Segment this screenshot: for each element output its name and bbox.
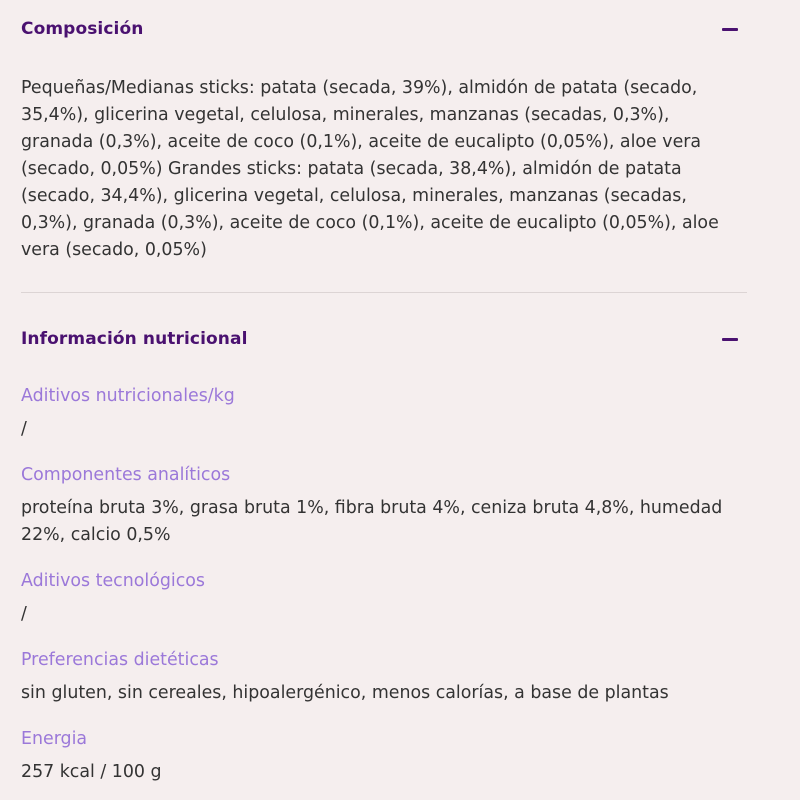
composition-title: Composición	[21, 19, 144, 39]
nutritional-additives-label: Aditivos nutricionales/kg	[21, 386, 235, 406]
energy-value: 257 kcal / 100 g	[21, 762, 162, 782]
analytical-components-label: Componentes analíticos	[21, 465, 231, 485]
dietary-preferences-label: Preferencias dietéticas	[21, 650, 219, 670]
energy-label: Energia	[21, 729, 88, 749]
technological-additives-value: /	[21, 604, 27, 624]
nutrition-title: Información nutricional	[21, 329, 248, 349]
nutrition-section-header[interactable]	[21, 326, 739, 352]
composition-section-header[interactable]	[21, 16, 739, 42]
dietary-preferences-value: sin gluten, sin cereales, hipoalergénico, menos calorías, a base de plantas	[21, 683, 669, 703]
minus-icon[interactable]	[722, 28, 738, 31]
analytical-components-value: proteína bruta 3%, grasa bruta 1%, fibra bruta 4%, ceniza bruta 4,8%, humedad 22%, calcio 0,5%	[21, 498, 723, 545]
technological-additives-label: Aditivos tecnológicos	[21, 571, 205, 591]
section-divider	[21, 292, 747, 293]
nutritional-additives-value: /	[21, 419, 27, 439]
minus-icon[interactable]	[722, 338, 738, 341]
composition-text: Pequeñas/Medianas sticks: patata (secada, 39%), almidón de patata (secado, 35,4%), glicerina vegetal, celulosa, minerales, manzanas (secadas, 0,3%), granada (0,3%), aceite de coco (0,1%), aceite de eucalipto (0,05%), aloe vera (secado, 0,05%) Grandes sticks: patata (secada, 38,4%), almidón de patata (secado, 34,4%), glicerina vegetal, celulosa, minerales, manzanas (secadas, 0,3%), granada (0,3%), aceite de coco (0,1%), aceite de eucalipto (0,05%), aloe vera (secado, 0,05%)	[21, 78, 719, 260]
